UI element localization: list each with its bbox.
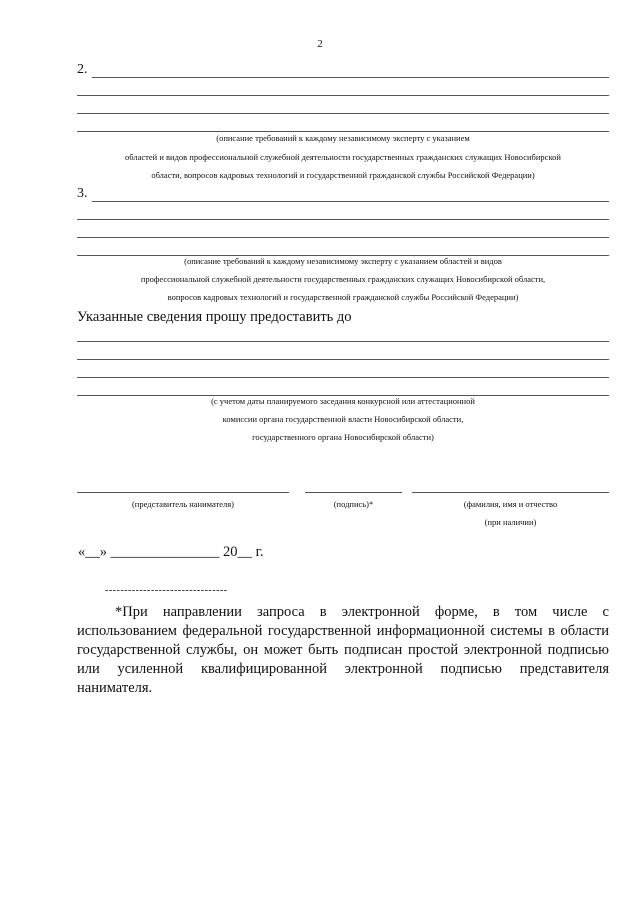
section-2-caption-line-3: области, вопросов кадровых технологий и государственной гражданской службы Российской Федерации) xyxy=(151,170,535,180)
full-name-caption: (фамилия, имя и отчество xyxy=(463,499,558,509)
fill-line xyxy=(77,359,609,360)
footnote xyxy=(77,603,609,698)
section-3-caption-line-2: профессиональной служебной деятельности государственных гражданских служащих Новосибирской области, xyxy=(140,274,546,284)
fill-line xyxy=(77,237,609,238)
deadline-caption-line-3: государственного органа Новосибирской области) xyxy=(252,432,434,442)
signature-line xyxy=(305,492,402,493)
full-name-caption-note: (при наличии) xyxy=(484,517,537,527)
date-line: «__» _______________ 20__ г. xyxy=(78,544,264,560)
fill-line xyxy=(77,95,609,96)
section-2-number: 2. xyxy=(77,62,88,77)
footnote-text: *При направлении запроса в электронной форме, в том числе с использованием федеральной государственной информационной системы в области государственной службы, он может быть подписан простой электронной подписью или усиленной квалифицированной электронной подписью представителя нанимателя. xyxy=(77,604,609,696)
section-2-caption-line-1: (описание требований к каждому независимому эксперту с указанием xyxy=(216,133,470,143)
representative-caption: (представитель нанимателя) xyxy=(131,499,235,509)
deadline-caption-line-2: комиссии органа государственной власти Новосибирской области, xyxy=(222,414,464,424)
deadline-label: Указанные сведения прошу предоставить до xyxy=(77,309,352,325)
section-3-fill-line xyxy=(92,201,609,202)
signature-caption: (подпись)* xyxy=(333,499,374,509)
fill-line xyxy=(77,377,609,378)
section-2-caption-line-2: областей и видов профессиональной служебной деятельности государственных гражданских служащих Новосибирской xyxy=(125,152,561,162)
fill-line xyxy=(77,131,609,132)
full-name-line xyxy=(412,492,609,493)
section-3-number: 3. xyxy=(77,186,88,201)
page-number: 2 xyxy=(317,38,323,50)
representative-line xyxy=(77,492,289,493)
fill-line xyxy=(77,219,609,220)
section-3-caption-line-3: вопросов кадровых технологий и государственной гражданской службы Российской Федерации) xyxy=(167,292,519,302)
section-3-caption-line-1: (описание требований к каждому независимому эксперту с указанием областей и видов xyxy=(184,256,502,266)
fill-line xyxy=(77,341,609,342)
deadline-caption-line-1: (с учетом даты планируемого заседания конкурсной или аттестационной xyxy=(211,396,475,406)
section-2-fill-line xyxy=(92,77,609,78)
footnote-separator: -------------------------------- xyxy=(105,585,228,596)
fill-line xyxy=(77,113,609,114)
